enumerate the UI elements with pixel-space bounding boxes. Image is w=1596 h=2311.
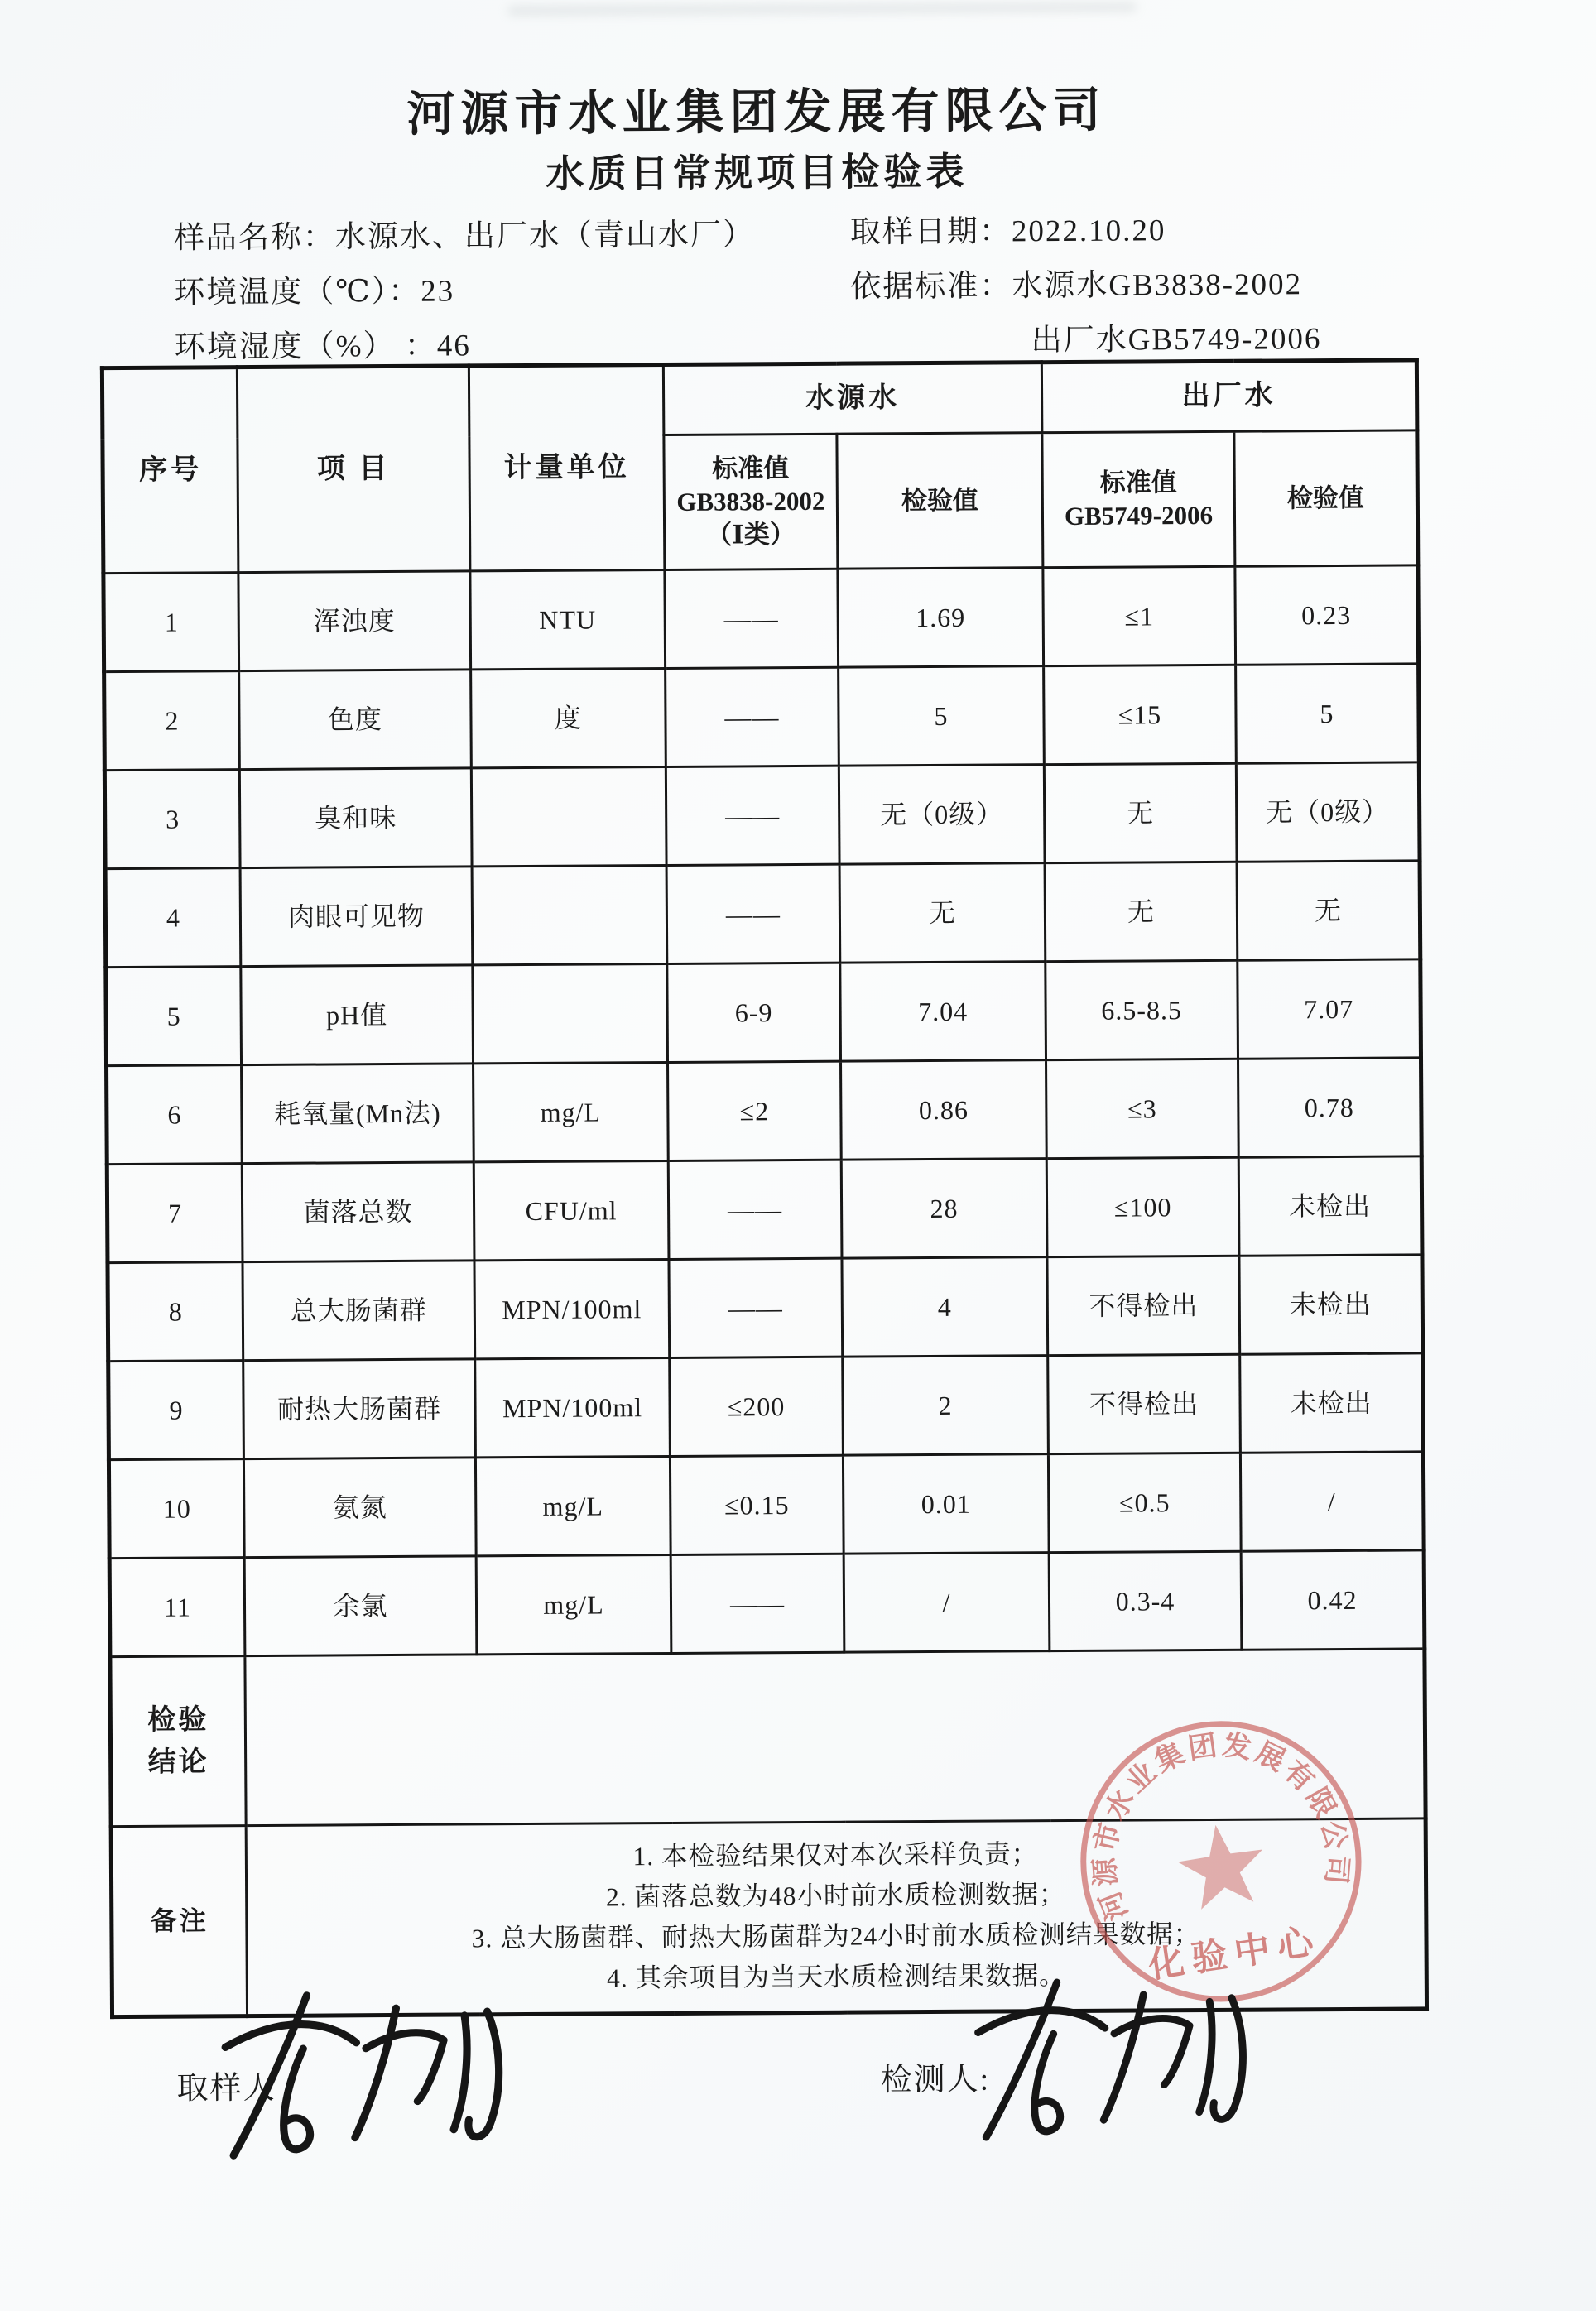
header-unit: 计量单位 <box>469 364 665 570</box>
cell-fac-val: 未检出 <box>1240 1353 1424 1453</box>
cell-unit: mg/L <box>474 1062 669 1161</box>
cell-unit: CFU/ml <box>474 1160 669 1260</box>
cell-fac-val: 0.42 <box>1241 1550 1425 1650</box>
cell-fac-val: 无（0级） <box>1236 762 1420 862</box>
sample-date-line <box>850 204 1166 251</box>
cell-src-std: —— <box>666 864 840 963</box>
cell-fac-std: ≤0.5 <box>1048 1453 1241 1552</box>
table-row <box>105 861 1421 968</box>
cell-no: 10 <box>108 1459 244 1559</box>
cell-fac-std: 无 <box>1045 862 1238 961</box>
cell-no: 2 <box>104 671 240 771</box>
header-no: 序号 <box>102 368 238 574</box>
cell-src-val: 0.01 <box>843 1454 1049 1554</box>
cell-fac-val: 5 <box>1236 664 1420 763</box>
cell-fac-std: 无 <box>1044 763 1237 862</box>
cell-unit <box>472 865 667 964</box>
cell-src-val: 无 <box>839 863 1046 963</box>
header-factory-standard: 标准值 GB5749-2006 <box>1042 431 1235 567</box>
standard-factory-line <box>1031 313 1322 359</box>
cell-src-val: 4 <box>842 1257 1048 1357</box>
cell-unit: MPN/100ml <box>474 1259 670 1358</box>
standard-label: 依据标准： <box>850 269 1012 305</box>
cell-src-std: —— <box>671 1554 844 1653</box>
sampler-label: 取样人 <box>176 2070 276 2107</box>
form-title: 水质日常规项目检验表 <box>546 150 969 195</box>
cell-unit <box>473 963 668 1063</box>
cell-src-std: —— <box>669 1258 843 1357</box>
cell-src-std: ≤200 <box>670 1357 844 1456</box>
cell-item: 余氯 <box>244 1556 477 1656</box>
sample-date-label: 取样日期： <box>849 214 1012 250</box>
cell-fac-val: / <box>1240 1452 1424 1551</box>
cell-fac-val: 无 <box>1237 861 1421 960</box>
conclusion-label: 检验 结论 <box>110 1656 246 1827</box>
cell-fac-std: ≤15 <box>1044 665 1237 764</box>
cell-no: 11 <box>109 1558 245 1657</box>
cell-item: 菌落总数 <box>242 1162 474 1262</box>
cell-no: 8 <box>108 1262 243 1362</box>
remark-line: 2. 菌落总数为48小时前水质检测数据； <box>605 1880 1066 1912</box>
table-row <box>107 1156 1422 1263</box>
cell-no: 3 <box>104 770 240 869</box>
remarks-label: 备注 <box>111 1826 247 2017</box>
cell-fac-val: 0.78 <box>1238 1058 1422 1157</box>
cell-item: 总大肠菌群 <box>243 1261 475 1361</box>
table-row <box>106 959 1421 1066</box>
cell-no: 7 <box>107 1164 243 1263</box>
cell-src-std: 6-9 <box>667 963 841 1062</box>
cell-src-val: 28 <box>841 1159 1047 1259</box>
env-humidity-label: 环境湿度（%） ： <box>174 329 437 365</box>
env-temp-line <box>174 266 454 312</box>
sample-name-line <box>174 209 755 257</box>
cell-item: 耐热大肠菌群 <box>243 1359 476 1459</box>
cell-src-val: 无（0级） <box>839 765 1045 865</box>
cell-fac-val: 0.23 <box>1235 565 1419 665</box>
cell-src-val: / <box>844 1553 1050 1653</box>
tester-label: 检测人: <box>880 2062 991 2098</box>
cell-no: 9 <box>108 1361 244 1460</box>
tester-signature <box>969 1974 1264 2150</box>
cell-unit: 度 <box>471 668 666 767</box>
cell-fac-std: ≤1 <box>1043 566 1236 665</box>
cell-src-std: —— <box>666 766 839 865</box>
cell-item: 耗氧量(Mn法) <box>242 1064 474 1164</box>
cell-item: 浑浊度 <box>238 571 471 671</box>
cell-src-val: 7.04 <box>840 962 1046 1062</box>
cell-no: 5 <box>106 967 242 1066</box>
table-row <box>107 1058 1422 1165</box>
cell-no: 1 <box>103 573 239 672</box>
standard-factory-value: 出厂水GB5749-2006 <box>1031 322 1322 358</box>
header-factory-value: 检验值 <box>1234 430 1418 566</box>
env-temp-label: 环境温度（℃）： <box>174 274 421 310</box>
scan-smudge <box>507 2 1137 15</box>
header-group-factory: 出厂水 <box>1041 360 1417 433</box>
cell-item: 臭和味 <box>239 768 472 868</box>
cell-src-val: 0.86 <box>841 1060 1047 1160</box>
env-humidity-line <box>175 320 471 366</box>
cell-no: 4 <box>105 868 241 968</box>
sample-date-value: 2022.10.20 <box>1011 214 1166 249</box>
header-source-value: 检验值 <box>837 433 1043 569</box>
table-row <box>103 565 1419 672</box>
cell-src-std: —— <box>666 667 839 766</box>
cell-item: pH值 <box>241 965 474 1065</box>
cell-fac-std: ≤3 <box>1046 1059 1239 1158</box>
cell-fac-std: 不得检出 <box>1047 1256 1240 1355</box>
cell-fac-std: 6.5-8.5 <box>1046 960 1238 1059</box>
table-row <box>109 1550 1425 1657</box>
remark-line: 4. 其余项目为当天水质检测结果数据。 <box>606 1960 1066 1993</box>
header-source-standard: 标准值 GB3838-2002 （Ⅰ类） <box>664 434 838 569</box>
table-row <box>104 762 1420 869</box>
company-name: 河源市水业集团发展有限公司 <box>406 83 1107 142</box>
cell-src-std: ≤2 <box>668 1061 842 1160</box>
cell-item: 色度 <box>239 670 472 770</box>
env-humidity-value: 46 <box>436 329 471 363</box>
cell-unit: mg/L <box>475 1456 671 1555</box>
cell-fac-std: 不得检出 <box>1048 1354 1241 1453</box>
cell-fac-std: 0.3-4 <box>1049 1551 1242 1650</box>
cell-src-std: ≤0.15 <box>670 1455 844 1554</box>
cell-fac-std: ≤100 <box>1046 1157 1239 1256</box>
cell-src-std: —— <box>665 569 839 668</box>
remark-line: 3. 总大肠菌群、耐热大肠菌群为24小时前水质检测结果数据； <box>471 1919 1201 1953</box>
cell-no: 6 <box>107 1065 243 1165</box>
cell-item: 氨氮 <box>243 1458 476 1558</box>
table-row <box>108 1255 1423 1362</box>
env-temp-value: 23 <box>421 274 455 309</box>
standard-line <box>850 258 1302 305</box>
seal-ring-text: 河源市水业集团发展有限公司 <box>1089 1729 1353 1925</box>
sample-name-value: 水源水、出厂水（青山水厂） <box>334 218 756 255</box>
header-group-source: 水源水 <box>663 363 1042 435</box>
cell-fac-val: 7.07 <box>1238 959 1421 1059</box>
table-row <box>104 664 1420 771</box>
sample-name-label: 样品名称： <box>173 220 336 256</box>
cell-fac-val: 未检出 <box>1239 1255 1423 1354</box>
cell-unit <box>471 766 666 866</box>
cell-src-val: 1.69 <box>838 568 1044 668</box>
cell-src-val: 5 <box>839 666 1045 766</box>
seal-center-text: 化验中心 <box>1146 1921 1324 1987</box>
cell-src-std: —— <box>668 1160 842 1259</box>
cell-item: 肉眼可见物 <box>240 867 473 967</box>
cell-fac-val: 未检出 <box>1238 1156 1422 1256</box>
sampler-signature <box>215 1987 521 2169</box>
table-row <box>108 1353 1424 1460</box>
cell-unit: MPN/100ml <box>475 1357 671 1457</box>
cell-unit: mg/L <box>476 1554 671 1654</box>
remark-line: 1. 本检验结果仅对本次采样负责； <box>632 1839 1039 1871</box>
standard-source-value: 水源水GB3838-2002 <box>1012 267 1303 304</box>
header-item: 项 目 <box>237 366 470 573</box>
seal-star-icon <box>1173 1819 1270 1911</box>
table-row <box>108 1452 1424 1559</box>
cell-unit: NTU <box>470 569 666 669</box>
cell-src-val: 2 <box>843 1356 1049 1456</box>
